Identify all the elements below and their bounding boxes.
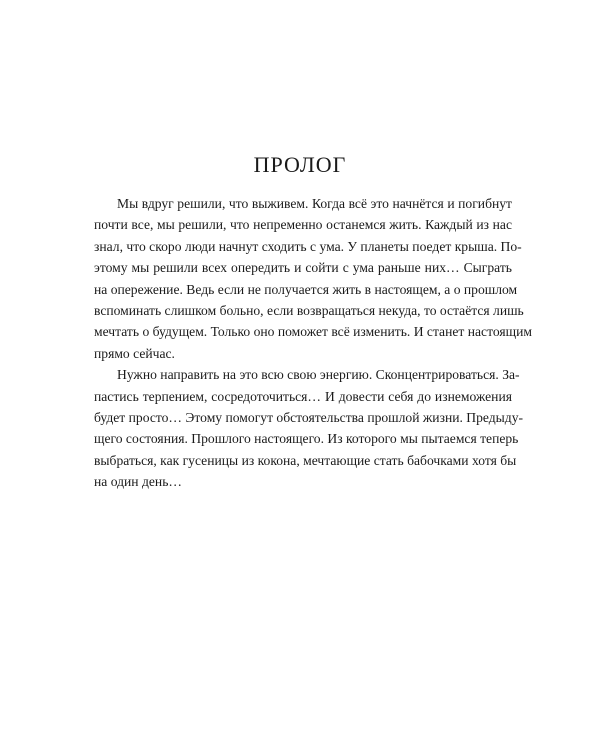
body-text	[94, 193, 532, 492]
text-line: прямо сейчас.	[94, 345, 175, 361]
text-line: Нужно направить на это всю свою энергию. Сконцентрироваться. За-	[117, 367, 520, 383]
text-line: знал, что скоро люди начнут сходить с ума. У планеты поедет крыша. По-	[94, 238, 522, 254]
chapter-title: ПРОЛОГ	[253, 152, 347, 177]
text-line: этому мы решили всех опередить и сойти с ума раньше них… Сыграть	[94, 260, 512, 276]
text-line: Мы вдруг решили, что выживем. Когда всё это начнётся и погибнут	[117, 196, 512, 211]
text-line: пастись терпением, сосредоточиться… И довести себя до изнеможения	[94, 388, 512, 404]
paragraph-2	[94, 364, 524, 492]
text-line: на один день…	[94, 474, 182, 490]
text-line: щего состояния. Прошлого настоящего. Из которого мы пытаемся теперь	[94, 431, 519, 447]
text-line: вспоминать слишком больно, если возвращаться некуда, то остаётся лишь	[94, 302, 524, 318]
text-line: выбраться, как гусеницы из кокона, мечтающие стать бабочками хотя бы	[94, 452, 517, 468]
text-line: будет просто… Этому помогут обстоятельства прошлой жизни. Предыду-	[94, 409, 524, 425]
paragraph-1	[94, 193, 532, 364]
text-line: почти все, мы решили, что непременно останемся жить. Каждый из нас	[94, 217, 512, 233]
text-line: мечтать о будущем. Только оно поможет всё изменить. И станет настоящим	[94, 324, 532, 340]
text-line: на опережение. Ведь если не получается жить в настоящем, а о прошлом	[94, 281, 518, 297]
